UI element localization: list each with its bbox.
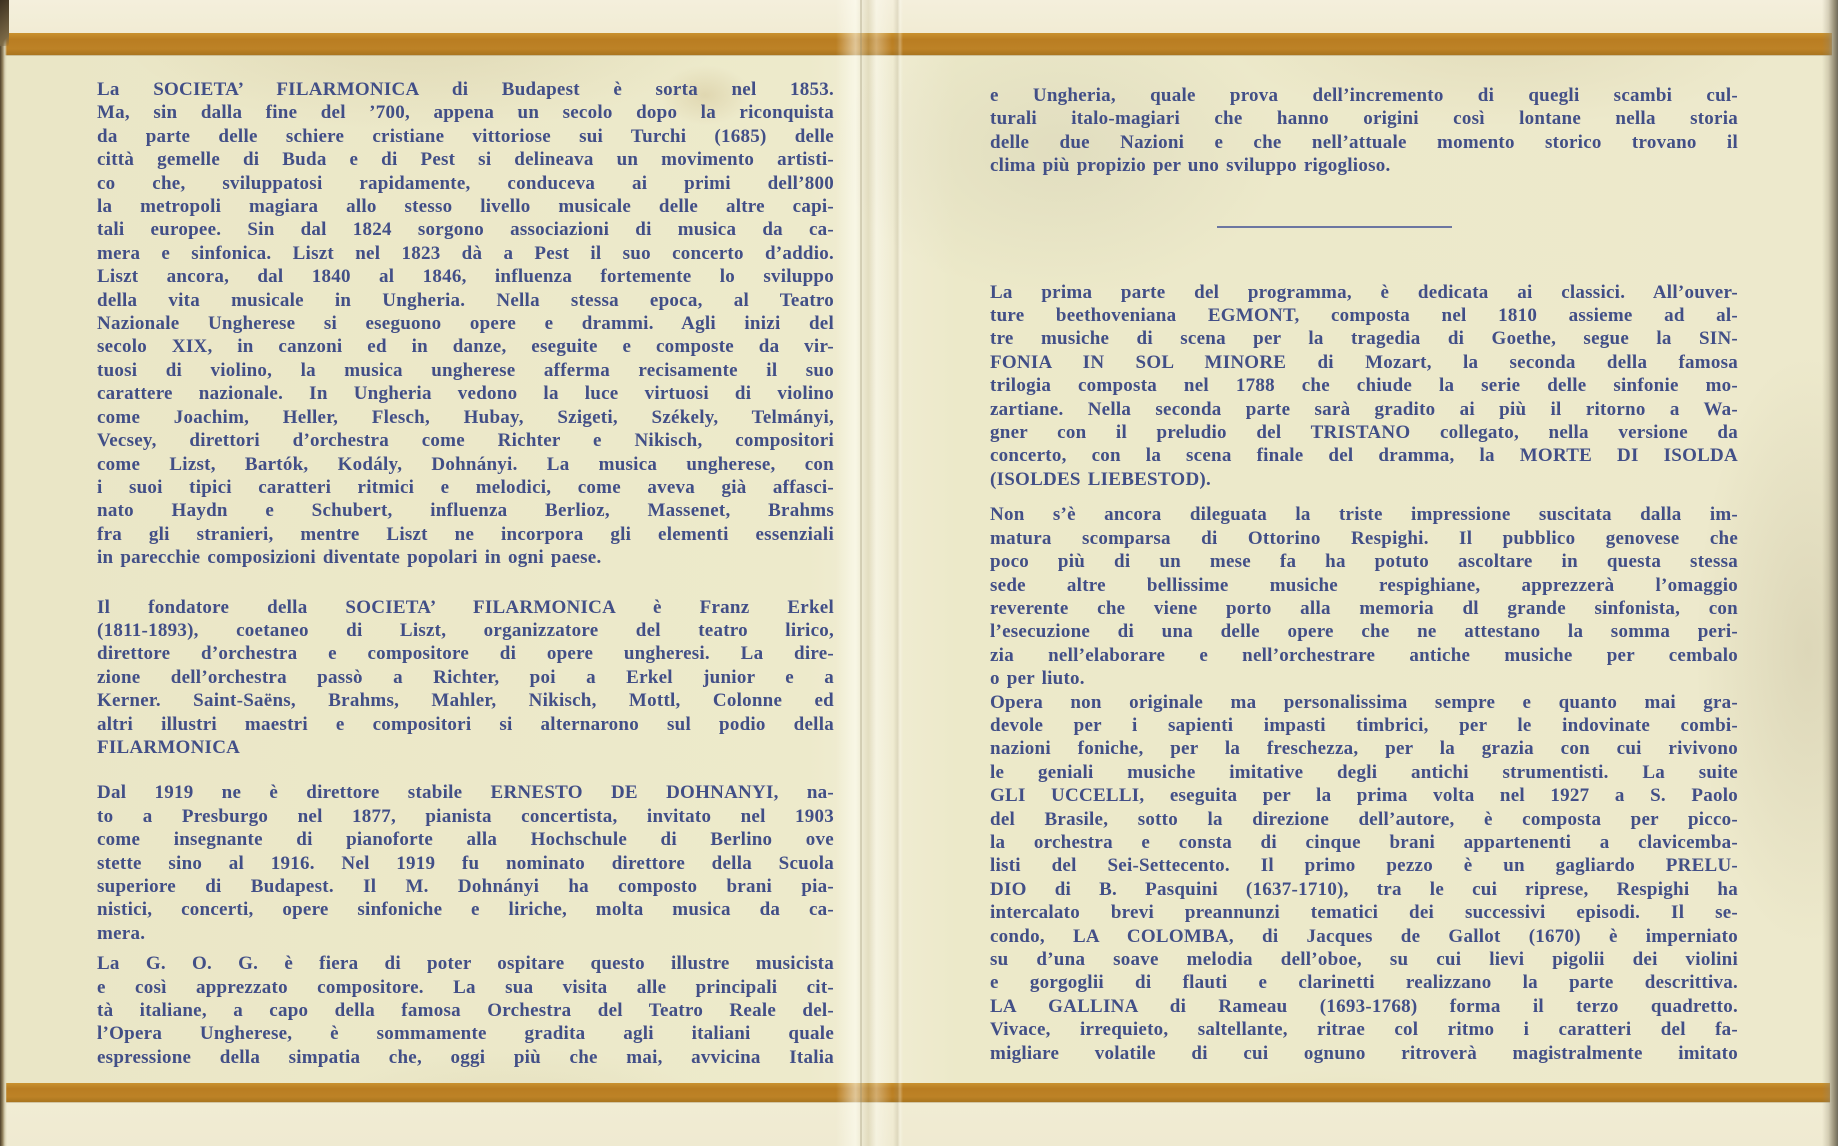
- text-line: Vivace, irrequieto, saltellante, ritrae col ritmo i caratteri del fa-: [990, 1019, 1738, 1041]
- paragraph: [97, 596, 834, 760]
- text-line: to a Presburgo nel 1877, pianista concertista, invitato nel 1903: [97, 805, 834, 827]
- text-line: mera.: [97, 922, 146, 944]
- paragraph: [990, 281, 1738, 492]
- sheet-right-edge: [1822, 0, 1838, 1146]
- text-line: mera e sinfonica. Liszt nel 1823 dà a Pest il suo concerto d’addio.: [97, 242, 834, 264]
- text-line: in parecchie composizioni diventate popolari in ogni paese.: [97, 547, 602, 569]
- text-line: zia nell’elaborare e nell’orchestrare antiche musiche per cembalo: [990, 644, 1738, 666]
- text-line: Nazionale Ungherese si eseguono opere e drammi. Agli inizi del: [97, 313, 834, 335]
- text-line: Ma, sin dalla fine del ’700, appena un secolo dopo la riconquista: [97, 102, 834, 124]
- text-line: del Brasile, sotto la direzione dell’autore, è composta per picco-: [990, 808, 1738, 830]
- text-line: e così apprezzato compositore. La sua visita alle principali cit-: [97, 976, 834, 998]
- text-line: FONIA IN SOL MINORE di Mozart, la seconda della famosa: [990, 351, 1738, 373]
- paragraph: [97, 781, 834, 945]
- sheet-left-edge: [0, 0, 7, 1146]
- text-line: stette sino al 1916. Nel 1919 fu nominato direttore della Scuola: [97, 852, 834, 874]
- text-line: da parte delle schiere cristiane vittoriose sui Turchi (1685) delle: [97, 125, 834, 147]
- text-line: su d’una soave melodia dell’oboe, su cui lievi pigolii dei violini: [990, 949, 1738, 970]
- text-line: e Ungheria, quale prova dell’incremento di quegli scambi cul-: [990, 85, 1738, 106]
- top-cover-strip: [0, 0, 1838, 33]
- text-line: carattere nazionale. In Ungheria vedono la luce virtuosi di violino: [97, 383, 834, 405]
- text-line: sede altre bellissime musiche respighiane, apprezzerà l’omaggio: [990, 574, 1738, 596]
- section-divider: [1217, 226, 1452, 228]
- gold-band-top: [0, 33, 1832, 55]
- text-line: La G. O. G. è fiera di poter ospitare questo illustre musicista: [97, 953, 834, 975]
- text-line: tà italiane, a capo della famosa Orchestra del Teatro Reale del-: [97, 1000, 834, 1022]
- center-fold: [836, 0, 892, 1146]
- right-page-text-column: [990, 84, 1738, 1065]
- text-line: Opera non originale ma personalissima sempre e quanto mai gra-: [990, 691, 1738, 713]
- text-line: DIO di B. Pasquini (1637-1710), tra le cui riprese, Respighi ha: [990, 878, 1738, 900]
- text-line: Il fondatore della SOCIETA’ FILARMONICA è Franz Erkel: [97, 596, 834, 618]
- text-line: nato Haydn e Schubert, influenza Berlioz, Massenet, Brahms: [97, 500, 834, 522]
- text-line: l’esecuzione di una delle opere che ne attestano la somma peri-: [990, 621, 1738, 643]
- text-line: nazioni foniche, per la freschezza, per la grazia con cui rivivono: [990, 738, 1738, 760]
- text-line: (ISOLDES LIEBESTOD).: [990, 468, 1212, 490]
- text-line: come insegnante di pianoforte alla Hochschule di Berlino ove: [97, 829, 834, 851]
- text-line: i suoi tipici caratteri ritmici e melodici, come aveva già affasci-: [97, 476, 834, 498]
- text-line: nistici, concerti, opere sinfoniche e liriche, molta musica da ca-: [97, 899, 834, 921]
- sheet-corner-shadow: [0, 0, 9, 46]
- text-line: secolo XIX, in canzoni ed in danze, eseguite e composte da vir-: [97, 336, 834, 358]
- text-line: come Joachim, Heller, Flesch, Hubay, Szigeti, Székely, Telmányi,: [97, 406, 834, 428]
- text-line: altri illustri maestri e compositori si alternarono sul podio della: [97, 713, 834, 735]
- text-line: città gemelle di Buda e di Pest si delineava un movimento artisti-: [97, 149, 834, 171]
- text-line: superiore di Budapest. Il M. Dohnányi ha composto brani pia-: [97, 876, 834, 897]
- text-line: Liszt ancora, dal 1840 al 1846, influenza fortemente lo sviluppo: [97, 266, 834, 288]
- text-line: (1811-1893), coetaneo di Liszt, organizzatore del teatro lirico,: [97, 619, 834, 641]
- text-line: tre musiche di scena per la tragedia di Goethe, segue la SIN-: [990, 328, 1738, 350]
- text-line: intercalato brevi preannunzi tematici dei successivi episodi. Il se-: [990, 902, 1738, 924]
- text-line: concerto, con la scena finale del dramma, la MORTE DI ISOLDA: [990, 445, 1738, 467]
- text-line: devole per i sapienti impasti timbrici, per le indovinate combi-: [990, 714, 1738, 736]
- bottom-cover-strip: [0, 1102, 1838, 1146]
- paragraph: [97, 952, 834, 1069]
- text-line: la metropoli magiara allo stesso livello musicale delle altre capi-: [97, 196, 834, 218]
- text-line: tuosi di violino, la musica ungherese afferma recisamente il suo: [97, 359, 834, 381]
- text-line: Kerner. Saint-Saëns, Brahms, Mahler, Nikisch, Mottl, Colonne ed: [97, 690, 834, 712]
- text-line: zione dell’orchestra passò a Richter, poi a Erkel junior e a: [97, 666, 834, 688]
- text-line: della vita musicale in Ungheria. Nella stessa epoca, al Teatro: [97, 289, 834, 311]
- text-line: clima più propizio per uno sviluppo rigoglioso.: [990, 155, 1391, 177]
- text-line: la orchestra e consta di cinque brani appartenenti a clavicemba-: [990, 831, 1738, 853]
- text-line: co che, sviluppatosi rapidamente, conduceva ai primi dell’800: [97, 172, 834, 194]
- left-page-text-column: [97, 78, 834, 1069]
- text-line: ture beethoveniana EGMONT, composta nel 1810 assieme ad al-: [990, 305, 1738, 327]
- text-line: LA GALLINA di Rameau (1693-1768) forma il terzo quadretto.: [990, 995, 1738, 1017]
- text-line: fra gli stranieri, mentre Liszt ne incorpora gli elementi essenziali: [97, 523, 834, 545]
- text-line: o per liuto.: [990, 668, 1085, 690]
- paragraph: [990, 503, 1738, 690]
- text-line: Non s’è ancora dileguata la triste impressione suscitata dalla im-: [990, 504, 1738, 526]
- text-line: GLI UCCELLI, eseguita per la prima volta nel 1927 a S. Paolo: [990, 785, 1738, 807]
- text-line: espressione della simpatia che, oggi più che mai, avvicina Italia: [97, 1046, 834, 1068]
- text-line: e gorgoglii di flauti e clarinetti realizzano la parte descrittiva.: [990, 972, 1738, 994]
- text-line: Vecsey, direttori d’orchestra come Richter e Nikisch, compositori: [97, 430, 834, 452]
- text-line: trilogia composta nel 1788 che chiude la serie delle sinfonie mo-: [990, 375, 1738, 397]
- text-line: tali europee. Sin dal 1824 sorgono associazioni di musica da ca-: [97, 219, 834, 241]
- right-page-top-block: [990, 84, 1738, 178]
- text-line: poco più di un mese fa ha potuto ascoltare in questa stessa: [990, 551, 1738, 573]
- text-line: migliare volatile di cui ognuno ritroverà magistralmente imitato: [990, 1042, 1738, 1064]
- text-line: La prima parte del programma, è dedicata ai classici. All’ouver-: [990, 281, 1738, 303]
- text-line: matura scomparsa di Ottorino Respighi. Il pubblico genovese che: [990, 527, 1738, 549]
- text-line: La SOCIETA’ FILARMONICA di Budapest è sorta nel 1853.: [97, 79, 834, 100]
- right-page-bottom-block: [990, 281, 1738, 1065]
- text-line: le geniali musiche imitative degli antichi strumentisti. La suite: [990, 761, 1738, 783]
- text-line: listi del Sei-Settecento. Il primo pezzo è un gagliardo PRELU-: [990, 855, 1738, 877]
- paragraph: [97, 78, 834, 570]
- text-line: turali italo-magiari che hanno origini così lontane nella storia: [990, 108, 1738, 130]
- text-line: l’Opera Ungherese, è sommamente gradita agli italiani quale: [97, 1023, 834, 1045]
- page-crease: [893, 0, 903, 1146]
- text-line: delle due Nazioni e che nell’attuale momento storico trovano il: [990, 131, 1738, 153]
- text-line: FILARMONICA: [97, 736, 241, 758]
- text-line: Dal 1919 ne è direttore stabile ERNESTO DE DOHNANYI, na-: [97, 782, 834, 804]
- paragraph: [990, 691, 1738, 1066]
- gold-band-bottom: [6, 1083, 1830, 1102]
- text-line: zartiane. Nella seconda parte sarà gradito ai più il ritorno a Wa-: [990, 398, 1738, 420]
- fold-crease-line: [860, 0, 862, 1146]
- text-line: direttore d’orchestra e compositore di opere ungheresi. La dire-: [97, 643, 834, 665]
- text-line: come Lizst, Bartók, Kodály, Dohnányi. La musica ungherese, con: [97, 453, 834, 475]
- text-line: gner con il preludio del TRISTANO collegato, nella versione da: [990, 422, 1738, 444]
- text-line: reverente che viene porto alla memoria dl grande sinfonista, con: [990, 597, 1738, 619]
- text-line: condo, LA COLOMBA, di Jacques de Gallot (1670) è imperniato: [990, 925, 1738, 947]
- paragraph: [990, 84, 1738, 178]
